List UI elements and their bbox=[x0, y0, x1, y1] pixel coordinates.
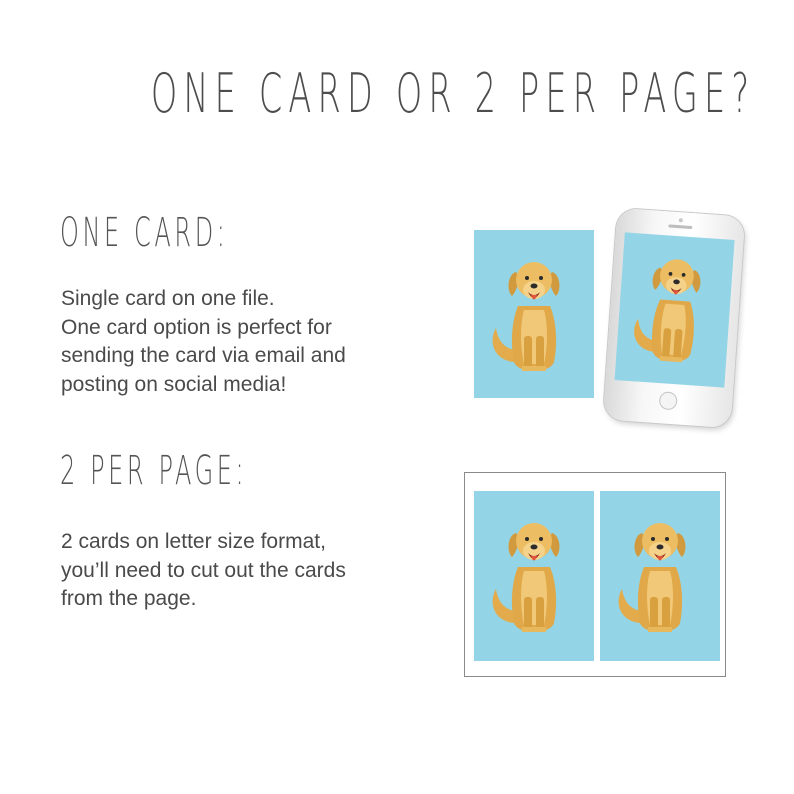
phone-camera bbox=[679, 218, 683, 222]
single-card-preview bbox=[474, 230, 594, 398]
two-per-page-description bbox=[61, 528, 441, 614]
phone-screen bbox=[615, 232, 735, 387]
one-card-line: sending the card via email and bbox=[61, 344, 346, 367]
sheet-card-left bbox=[474, 491, 594, 661]
golden-retriever-illustration bbox=[623, 245, 725, 373]
golden-retriever-illustration bbox=[610, 511, 710, 641]
one-card-line: One card option is perfect for bbox=[61, 315, 332, 339]
one-card-description bbox=[61, 285, 441, 399]
one-card-line: posting on social media! bbox=[61, 372, 287, 396]
phone-home-button bbox=[659, 391, 678, 410]
two-per-page-heading: 2 PER PAGE: bbox=[60, 448, 248, 494]
one-card-line: Single card on one file. bbox=[61, 287, 275, 310]
two-per-page-line: 2 cards on letter size format, bbox=[61, 530, 326, 553]
sheet-card-right bbox=[600, 491, 720, 661]
phone-speaker bbox=[668, 224, 692, 229]
smartphone-mockup bbox=[603, 208, 745, 428]
one-card-heading: ONE CARD: bbox=[60, 210, 229, 256]
two-per-page-line: you’ll need to cut out the cards bbox=[61, 558, 346, 582]
page-title: ONE CARD OR 2 PER PAGE? bbox=[150, 62, 756, 125]
two-per-page-line: from the page. bbox=[61, 587, 197, 610]
golden-retriever-illustration bbox=[484, 250, 584, 380]
golden-retriever-illustration bbox=[484, 511, 584, 641]
